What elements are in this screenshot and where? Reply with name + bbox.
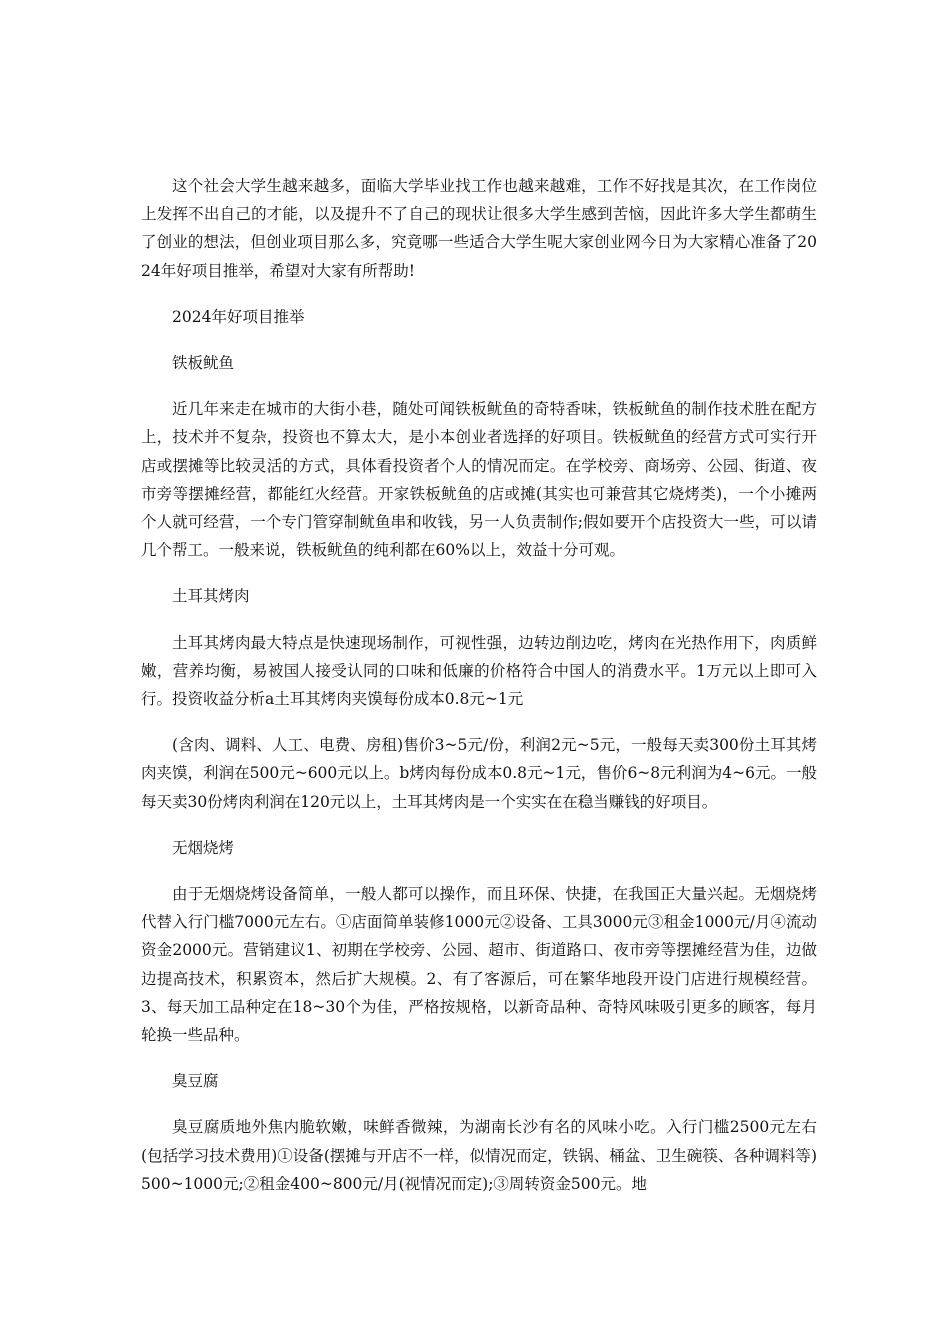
stinky-tofu-paragraph: 臭豆腐质地外焦内脆软嫩，味鲜香微辣，为湖南长沙有名的风味小吃。入行门槛2500元左右(包括学习技术费用)①设备(摆摊与开店不一样，似情况而定，铁锅、桶盆、卫生碗筷、各种调料等)500~1000元;②租金400~800元/月(视情况而定);③周转资金500元。地: [141, 1118, 817, 1193]
intro-paragraph: 这个社会大学生越来越多，面临大学毕业找工作也越来越难，工作不好找是其次，在工作岗位上发挥不出自己的才能，以及提升不了自己的现状让很多大学生感到苦恼，因此许多大学生都萌生了创业的想法，但创业项目那么多，究竟哪一些适合大学生呢大家创业网今日为大家精心准备了2024年好项目推举，希望对大家有所帮助!: [141, 177, 817, 280]
project-heading-kebab: 土耳其烤肉: [172, 587, 250, 606]
smokeless-bbq-paragraph: 由于无烟烧烤设备简单，一般人都可以操作，而且环保、快捷，在我国正大量兴起。无烟烧烤代替入行门槛7000元左右。①店面简单装修1000元②设备、工具3000元③租金1000元/月④流动资金2000元。营销建议1、初期在学校旁、公园、超市、街道路口、夜市旁等摆摊经营为佳，边做边提高技术，积累资本，然后扩大规模。2、有了客源后，可在繁华地段开设门店进行规模经营。3、每天加工品种定在18~30个为佳，严格按规格，以新奇品种、奇特风味吸引更多的顾客，每月轮换一些品种。: [141, 885, 817, 1045]
squid-paragraph: 近几年来走在城市的大街小巷，随处可闻铁板鱿鱼的奇特香味，铁板鱿鱼的制作技术胜在配方上，技术并不复杂，投资也不算太大，是小本创业者选择的好项目。铁板鱿鱼的经营方式可实行开店或摆摊等比较灵活的方式，具体看投资者个人的情况而定。在学校旁、商场旁、公园、街道、夜市旁等摆摊经营，都能红火经营。开家铁板鱿鱼的店或摊(其实也可兼营其它烧烤类)，一个小摊两个人就可经营，一个专门管穿制鱿鱼串和收钱，另一人负责制作;假如要开个店投资大一些，可以请几个帮工。一般来说，铁板鱿鱼的纯利都在60%以上，效益十分可观。: [141, 400, 817, 560]
document-body: [141, 172, 817, 1216]
project-heading-squid: 铁板鱿鱼: [172, 354, 235, 373]
section-title: 2024年好项目推举: [172, 307, 305, 326]
kebab-paragraph-2: (含肉、调料、人工、电费、房租)售价3~5元/份，利润2元~5元，一般每天卖300份土耳其烤肉夹馍，利润在500元~600元以上。b烤肉每份成本0.8元~1元，售价6~8元利润为4~6元。一般每天卖30份烤肉利润在120元以上，土耳其烤肉是一个实实在在稳当赚钱的好项目。: [141, 736, 817, 811]
project-heading-smokeless-bbq: 无烟烧烤: [172, 838, 235, 857]
project-heading-stinky-tofu: 臭豆腐: [172, 1072, 219, 1091]
kebab-paragraph-1: 土耳其烤肉最大特点是快速现场制作，可视性强，边转边削边吃，烤肉在光热作用下，肉质鲜嫩，营养均衡，易被国人接受认同的口味和低廉的价格符合中国人的消费水平。1万元以上即可入行。投资收益分析a土耳其烤肉夹馍每份成本0.8元~1元: [141, 633, 817, 709]
